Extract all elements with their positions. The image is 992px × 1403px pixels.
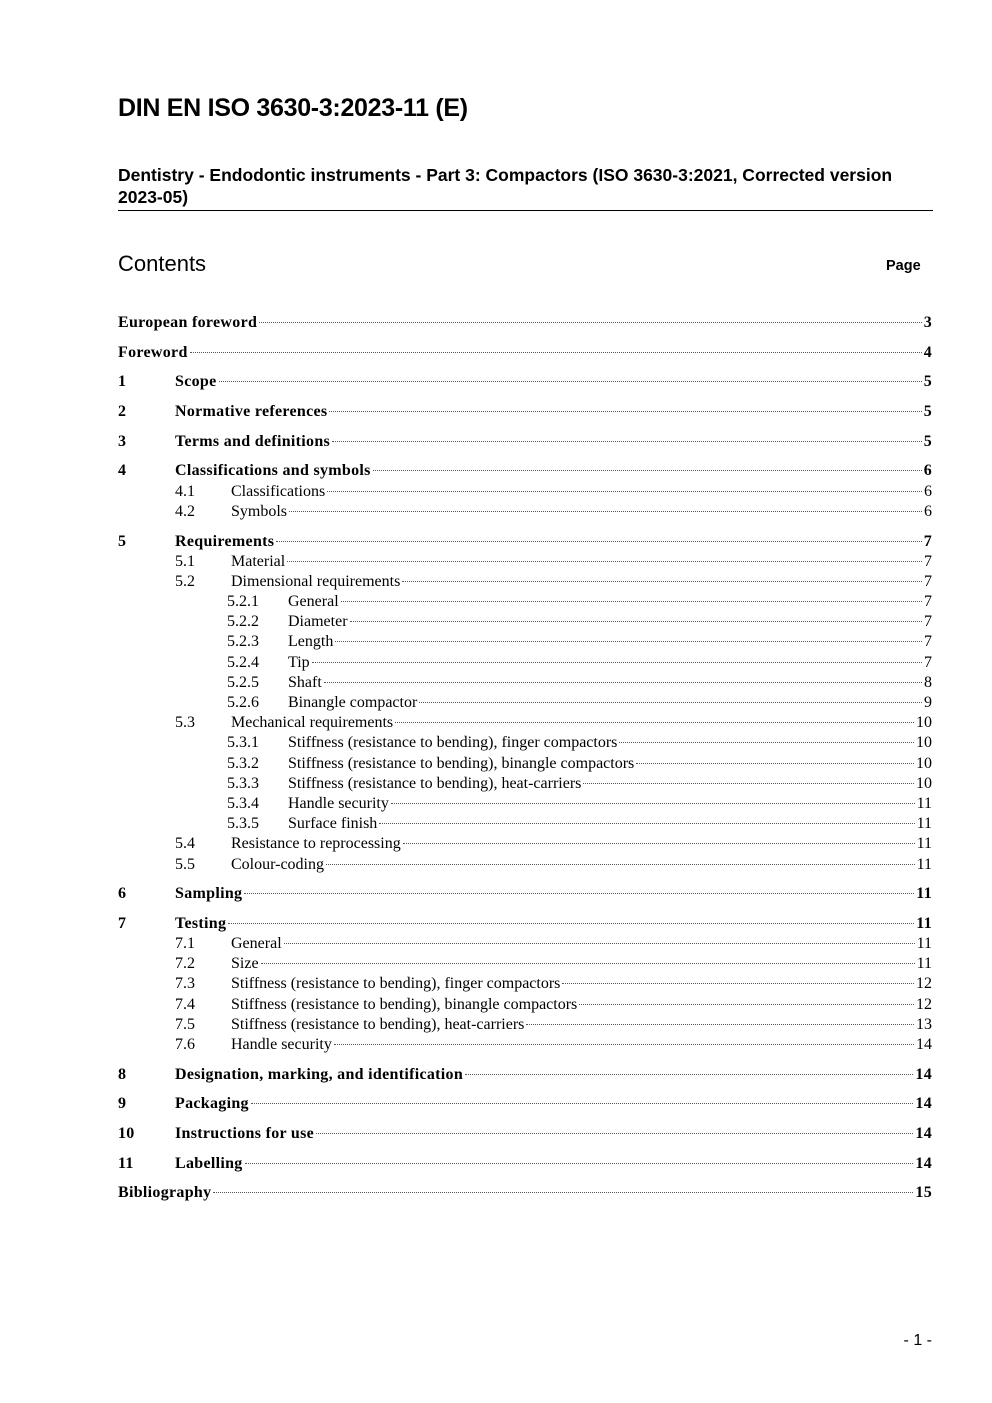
toc-entry-page: 14 <box>915 1154 932 1172</box>
toc-entry-page: 4 <box>923 343 932 361</box>
toc-entry-label: Length <box>288 633 334 651</box>
document-subtitle: Dentistry - Endodontic instruments - Part 3: Compactors (ISO 3630-3:2021, Corrected version 2023-05) <box>118 164 933 211</box>
toc-dot-leader <box>213 1192 913 1193</box>
toc-entry-label: Stiffness (resistance to bending), binangle compactors <box>231 995 578 1013</box>
toc-entry-number: 5.2.2 <box>227 613 259 631</box>
toc-entry[interactable] <box>118 532 932 552</box>
toc-entry[interactable] <box>118 572 932 592</box>
toc-dot-leader <box>391 803 915 804</box>
toc-entry-page: 10 <box>916 754 932 772</box>
toc-entry-page: 11 <box>916 935 932 953</box>
toc-entry-label: Sampling <box>175 885 243 903</box>
toc-entry-number: 7.2 <box>175 955 195 973</box>
toc-entry-label: Size <box>231 955 259 973</box>
toc-entry[interactable] <box>118 934 932 954</box>
toc-dot-leader <box>335 641 922 642</box>
toc-entry-number: 9 <box>118 1095 127 1113</box>
toc-entry[interactable] <box>118 1094 932 1114</box>
toc-entry-number: 2 <box>118 403 127 421</box>
toc-entry-page: 14 <box>915 1125 932 1143</box>
toc-entry[interactable] <box>118 432 932 452</box>
toc-entry-label: Designation, marking, and identification <box>175 1065 464 1083</box>
toc-dot-leader <box>316 1133 913 1134</box>
toc-entry[interactable] <box>118 733 932 753</box>
toc-entry-page: 15 <box>915 1184 932 1202</box>
toc-entry-number: 5.2.6 <box>227 694 259 711</box>
toc-entry-label: Handle security <box>288 794 389 812</box>
toc-dot-leader <box>287 561 922 562</box>
toc-entry[interactable] <box>118 552 932 572</box>
toc-entry-page: 11 <box>916 835 932 853</box>
toc-entry-label: Binangle compactor <box>288 694 418 711</box>
toc-entry-label: Normative references <box>175 403 328 421</box>
toc-entry-page: 7 <box>923 532 932 550</box>
toc-entry-label: Packaging <box>175 1095 249 1113</box>
toc-entry[interactable] <box>118 592 932 612</box>
toc-entry-page: 10 <box>916 774 932 792</box>
toc-dot-leader <box>373 470 922 471</box>
toc-dot-leader <box>326 864 915 865</box>
toc-entry[interactable] <box>118 632 932 652</box>
toc-entry-page: 14 <box>916 1036 932 1053</box>
toc-dot-leader <box>526 1024 914 1025</box>
toc-entry-number: 5.3.3 <box>227 774 259 792</box>
toc-entry[interactable] <box>118 855 932 875</box>
toc-dot-leader <box>190 352 922 353</box>
toc-dot-leader <box>329 411 921 412</box>
toc-entry-number: 5.2.5 <box>227 673 259 691</box>
toc-entry-number: 5.3.2 <box>227 754 259 772</box>
toc-dot-leader <box>289 511 922 512</box>
toc-entry-number: 5.3 <box>175 714 195 732</box>
toc-entry-page: 13 <box>916 1015 932 1033</box>
toc-entry[interactable] <box>118 995 932 1015</box>
toc-entry-number: 5.3.1 <box>227 734 259 752</box>
toc-entry-page: 6 <box>924 502 932 520</box>
toc-entry[interactable] <box>118 653 932 673</box>
toc-dot-leader <box>245 1163 914 1164</box>
toc-entry-page: 11 <box>916 855 932 873</box>
toc-entry[interactable] <box>118 1065 932 1085</box>
toc-entry-label: Terms and definitions <box>175 432 331 450</box>
toc-dot-leader <box>341 601 922 602</box>
toc-entry-page: 10 <box>916 734 932 752</box>
toc-dot-leader <box>244 893 914 894</box>
toc-dot-leader <box>403 843 915 844</box>
toc-entry-label: Classifications <box>231 482 326 500</box>
toc-entry-number: 5.1 <box>175 552 195 570</box>
toc-entry[interactable] <box>118 343 932 363</box>
toc-entry-label: Colour-coding <box>231 855 324 873</box>
toc-dot-leader <box>327 491 922 492</box>
toc-entry-number: 7.6 <box>175 1036 195 1053</box>
toc-entry[interactable] <box>118 884 932 904</box>
toc-entry-page: 6 <box>924 482 932 500</box>
toc-entry-number: 4 <box>118 462 127 480</box>
toc-entry-number: 5.2.1 <box>227 593 259 611</box>
toc-entry-page: 11 <box>916 914 932 932</box>
page-number-footer: - 1 - <box>903 1332 932 1349</box>
toc-entry-page: 5 <box>923 373 932 391</box>
toc-entry-label: General <box>231 935 282 953</box>
toc-entry-page: 14 <box>915 1095 932 1113</box>
toc-entry-label: Mechanical requirements <box>231 714 394 732</box>
toc-entry-number: 3 <box>118 432 127 450</box>
toc-entry[interactable] <box>118 1154 932 1174</box>
toc-entry-page: 11 <box>916 794 932 812</box>
toc-entry[interactable] <box>118 482 932 502</box>
toc-entry[interactable] <box>118 402 932 422</box>
toc-entry[interactable] <box>118 502 932 522</box>
toc-entry-label: Stiffness (resistance to bending), finger compactors <box>288 734 618 752</box>
toc-entry-label: Stiffness (resistance to bending), binangle compactors <box>288 754 635 772</box>
toc-dot-leader <box>228 923 914 924</box>
toc-entry-label: Tip <box>288 653 310 671</box>
toc-entry-page: 7 <box>924 633 932 651</box>
toc-entry-label: Symbols <box>231 502 288 520</box>
toc-entry-label: Labelling <box>175 1154 243 1172</box>
toc-entry-label: Foreword <box>118 343 188 361</box>
toc-entry-label: European foreword <box>118 314 258 331</box>
toc-entry-number: 5 <box>118 532 127 550</box>
toc-entry-page: 8 <box>924 673 932 691</box>
toc-entry[interactable] <box>118 794 932 814</box>
toc-entry-label: Testing <box>175 914 227 932</box>
toc-entry[interactable] <box>118 1124 932 1144</box>
toc-entry-page: 5 <box>923 403 932 421</box>
toc-dot-leader <box>379 823 914 824</box>
toc-entry[interactable] <box>118 372 932 392</box>
toc-entry[interactable] <box>118 974 932 994</box>
toc-entry[interactable] <box>118 754 932 774</box>
toc-entry-page: 7 <box>924 572 932 590</box>
toc-entry[interactable] <box>118 673 932 693</box>
toc-entry-label: Requirements <box>175 532 275 550</box>
toc-entry[interactable] <box>118 814 932 834</box>
toc-entry-label: Stiffness (resistance to bending), finger compactors <box>231 975 561 993</box>
toc-entry-page: 7 <box>924 593 932 611</box>
toc-entry-label: Surface finish <box>288 815 378 833</box>
toc-entry[interactable] <box>118 612 932 632</box>
toc-entry-page: 11 <box>916 955 932 973</box>
toc-entry[interactable] <box>118 713 932 733</box>
toc-entry[interactable] <box>118 834 932 854</box>
toc-entry-number: 5.5 <box>175 855 195 873</box>
toc-entry-label: Shaft <box>288 673 322 691</box>
toc-entry-number: 5.3.4 <box>227 794 259 812</box>
toc-dot-leader <box>395 722 914 723</box>
toc-dot-leader <box>583 783 914 784</box>
toc-dot-leader <box>465 1074 913 1075</box>
toc-entry-label: Instructions for use <box>175 1125 315 1143</box>
toc-dot-leader <box>324 682 922 683</box>
toc-entry-page: 6 <box>923 462 932 480</box>
toc-dot-leader <box>284 943 915 944</box>
toc-dot-leader <box>259 322 922 323</box>
toc-entry-number: 11 <box>118 1154 134 1172</box>
toc-entry-page: 12 <box>916 995 932 1013</box>
toc-entry-number: 5.2.3 <box>227 633 259 651</box>
toc-entry-page: 3 <box>923 314 932 331</box>
toc-entry-number: 4.1 <box>175 482 195 500</box>
contents-heading: Contents <box>118 251 207 276</box>
toc-entry[interactable] <box>118 1035 932 1055</box>
toc-dot-leader <box>419 702 922 703</box>
toc-entry-page: 7 <box>924 613 932 631</box>
toc-entry-number: 7.5 <box>175 1015 195 1033</box>
toc-entry[interactable] <box>118 1183 932 1203</box>
toc-dot-leader <box>332 441 922 442</box>
toc-entry-number: 5.3.5 <box>227 815 259 833</box>
toc-entry-label: Dimensional requirements <box>231 572 401 590</box>
toc-entry-number: 5.2.4 <box>227 653 259 671</box>
toc-entry-number: 5.2 <box>175 572 195 590</box>
toc-entry-number: 8 <box>118 1065 127 1083</box>
toc-dot-leader <box>334 1044 914 1045</box>
toc-entry[interactable] <box>118 774 932 794</box>
toc-entry-page: 10 <box>916 714 932 732</box>
table-of-contents <box>118 313 932 1204</box>
toc-entry-label: General <box>288 593 339 611</box>
toc-entry-label: Material <box>231 552 286 570</box>
toc-entry-page: 9 <box>924 694 932 711</box>
toc-entry-number: 4.2 <box>175 502 195 520</box>
toc-dot-leader <box>402 581 922 582</box>
toc-entry-page: 11 <box>916 885 932 903</box>
toc-entry[interactable] <box>118 313 932 333</box>
toc-dot-leader <box>562 983 914 984</box>
toc-entry-number: 7.1 <box>175 935 195 953</box>
toc-entry-label: Diameter <box>288 613 348 631</box>
toc-entry-number: 6 <box>118 885 127 903</box>
toc-entry-label: Bibliography <box>118 1184 212 1202</box>
page-column-heading: Page <box>886 258 921 274</box>
toc-dot-leader <box>312 662 922 663</box>
toc-entry-label: Resistance to reprocessing <box>231 835 401 853</box>
toc-entry[interactable] <box>118 693 932 713</box>
toc-entry[interactable] <box>118 461 932 481</box>
toc-entry-number: 10 <box>118 1125 135 1143</box>
toc-entry-page: 12 <box>916 975 932 993</box>
toc-dot-leader <box>619 742 914 743</box>
document-title: DIN EN ISO 3630-3:2023-11 (E) <box>118 94 468 122</box>
toc-entry-number: 7.4 <box>175 995 195 1013</box>
toc-entry-page: 5 <box>923 432 932 450</box>
toc-entry-page: 7 <box>924 552 932 570</box>
toc-entry-label: Scope <box>175 373 217 391</box>
toc-entry-page: 14 <box>915 1065 932 1083</box>
toc-entry[interactable] <box>118 1015 932 1035</box>
toc-entry-number: 1 <box>118 373 127 391</box>
toc-entry-number: 7 <box>118 914 127 932</box>
toc-entry-page: 11 <box>916 815 932 833</box>
toc-entry-label: Stiffness (resistance to bending), heat-carriers <box>231 1015 525 1033</box>
toc-entry-number: 5.4 <box>175 835 195 853</box>
toc-entry[interactable] <box>118 914 932 934</box>
toc-entry-label: Stiffness (resistance to bending), heat-carriers <box>288 774 582 792</box>
toc-entry-page: 7 <box>924 653 932 671</box>
toc-entry-label: Classifications and symbols <box>175 462 371 480</box>
toc-dot-leader <box>251 1103 914 1104</box>
toc-entry-number: 7.3 <box>175 975 195 993</box>
toc-dot-leader <box>636 763 914 764</box>
toc-dot-leader <box>579 1004 914 1005</box>
toc-entry-label: Handle security <box>231 1036 332 1053</box>
toc-dot-leader <box>261 963 915 964</box>
toc-dot-leader <box>276 541 921 542</box>
toc-dot-leader <box>219 381 922 382</box>
toc-dot-leader <box>350 621 922 622</box>
toc-entry[interactable] <box>118 954 932 974</box>
